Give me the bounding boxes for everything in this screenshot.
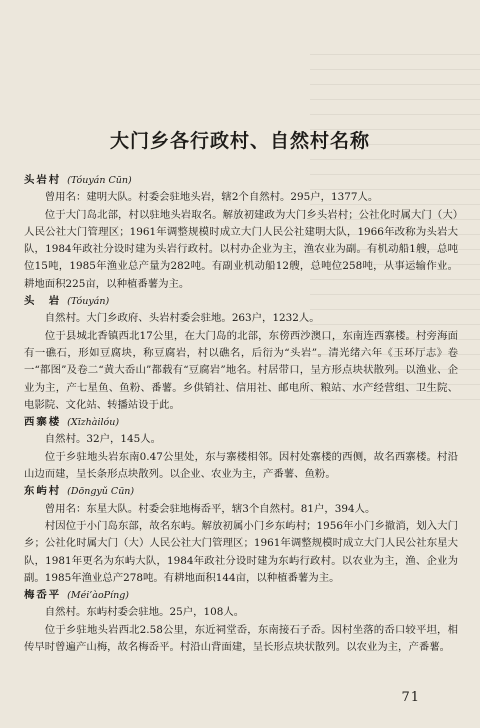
entry-paragraph: 位于乡驻地头岩东南0.47公里处，东与寨楼相邻。因村处寨楼的西侧，故名西寨楼。村沿山边而建，呈长条形点块散列。以企业、农业为主，产番薯、鱼粉。 (24, 450, 458, 481)
entry-paragraph: 位于乡驻地头岩西北2.58公里，东近祠堂岙，东南接石子岙。因村坐落的岙口较平坦，相传早时曾遍产山梅，故名梅岙平。村沿山背面建，呈长形点块状散列。以农业为主，产番薯。 (24, 623, 458, 654)
entry-pinyin: (Xīzhàilóu) (67, 417, 120, 429)
page-number: 71 (401, 690, 420, 705)
entry-paragraph: 曾用名：东星大队。村委会驻地梅岙平，辖3个自然村。81户，394人。 (44, 502, 376, 515)
entry-name: 梅岙平 (24, 589, 62, 602)
page-title: 大门乡各行政村、自然村名称 (109, 130, 370, 152)
entry-paragraph: 位于大门岛北部，村以驻地头岩取名。解放初建政为大门乡头岩村；公社化时属大门（大）人民公社大门管理区；1961年调整规模时成立大门人民公社建明大队，1966年改称为头岩大队，1984年政社分设时建为头岩行政村。以村办企业为主，渔农业为副。有机动船1艘，总吨位15吨，1985年渔业总产量为282吨。有副业机动船12艘，总吨位258吨，从事运输作业。耕地面积225亩，以种植番薯为主。 (24, 208, 458, 290)
entry-paragraph: 位于县城北香镇西北17公里，在大门岛的北部，东傍西沙澳口，东南连西寨楼。村旁海面有一礁石，形如豆腐块，称豆腐岩，村以礁名，后衍为“头岩”。清光绪六年《玉环厅志》卷一“都图”及卷二“黄大岙山”都载有“豆腐岩”地名。村居带口，呈方形点块状散列。以渔业、企业为主，产七星鱼、鱼粉、番薯。乡供销社、信用社、邮电所、粮站、水产经营组、卫生院、电影院、文化站、转播站设于此。 (24, 329, 458, 411)
entry (24, 414, 458, 483)
entry-paragraph: 曾用名：建明大队。村委会驻地头岩，辖2个自然村。295户，1377人。 (44, 191, 379, 204)
entry-name: 头 岩 (24, 295, 62, 308)
entry-name: 东屿村 (24, 485, 62, 498)
entry (24, 293, 458, 414)
entry (24, 172, 458, 293)
entry-paragraph: 村因位于小门岛东部，故名东屿。解放初属小门乡东屿村；1956年小门乡撤消，划入大门乡；公社化时属大门（大）人民公社大门管理区；1961年调整规模时成立大门人民公社东星大队，1981年更名为东屿大队，1984年政社分设时建为东屿行政村。以农业为主，渔、企业为副。1985年渔业总产278吨。有耕地面积144亩，以种植番薯为主。 (24, 519, 458, 584)
entry-paragraph: 自然村。32户，145人。 (44, 433, 161, 446)
entry-paragraph: 自然村。大门乡政府、头岩村委会驻地。263户，1232人。 (44, 312, 320, 325)
entry-paragraph: 自然村。东屿村委会驻地。25户，108人。 (44, 606, 245, 619)
entry-pinyin: (Dōngyǔ Cūn) (67, 486, 135, 498)
entry-pinyin: (Méi’àoPíng) (67, 590, 130, 602)
entry-pinyin: (Tóuyán) (67, 296, 110, 308)
entry (24, 483, 458, 587)
entry-pinyin: (Tóuyán Cūn) (67, 175, 132, 186)
entry (24, 587, 458, 656)
entry-name: 头岩村 (24, 174, 62, 186)
entry-list (24, 172, 458, 656)
entry-name: 西寨楼 (24, 416, 62, 429)
